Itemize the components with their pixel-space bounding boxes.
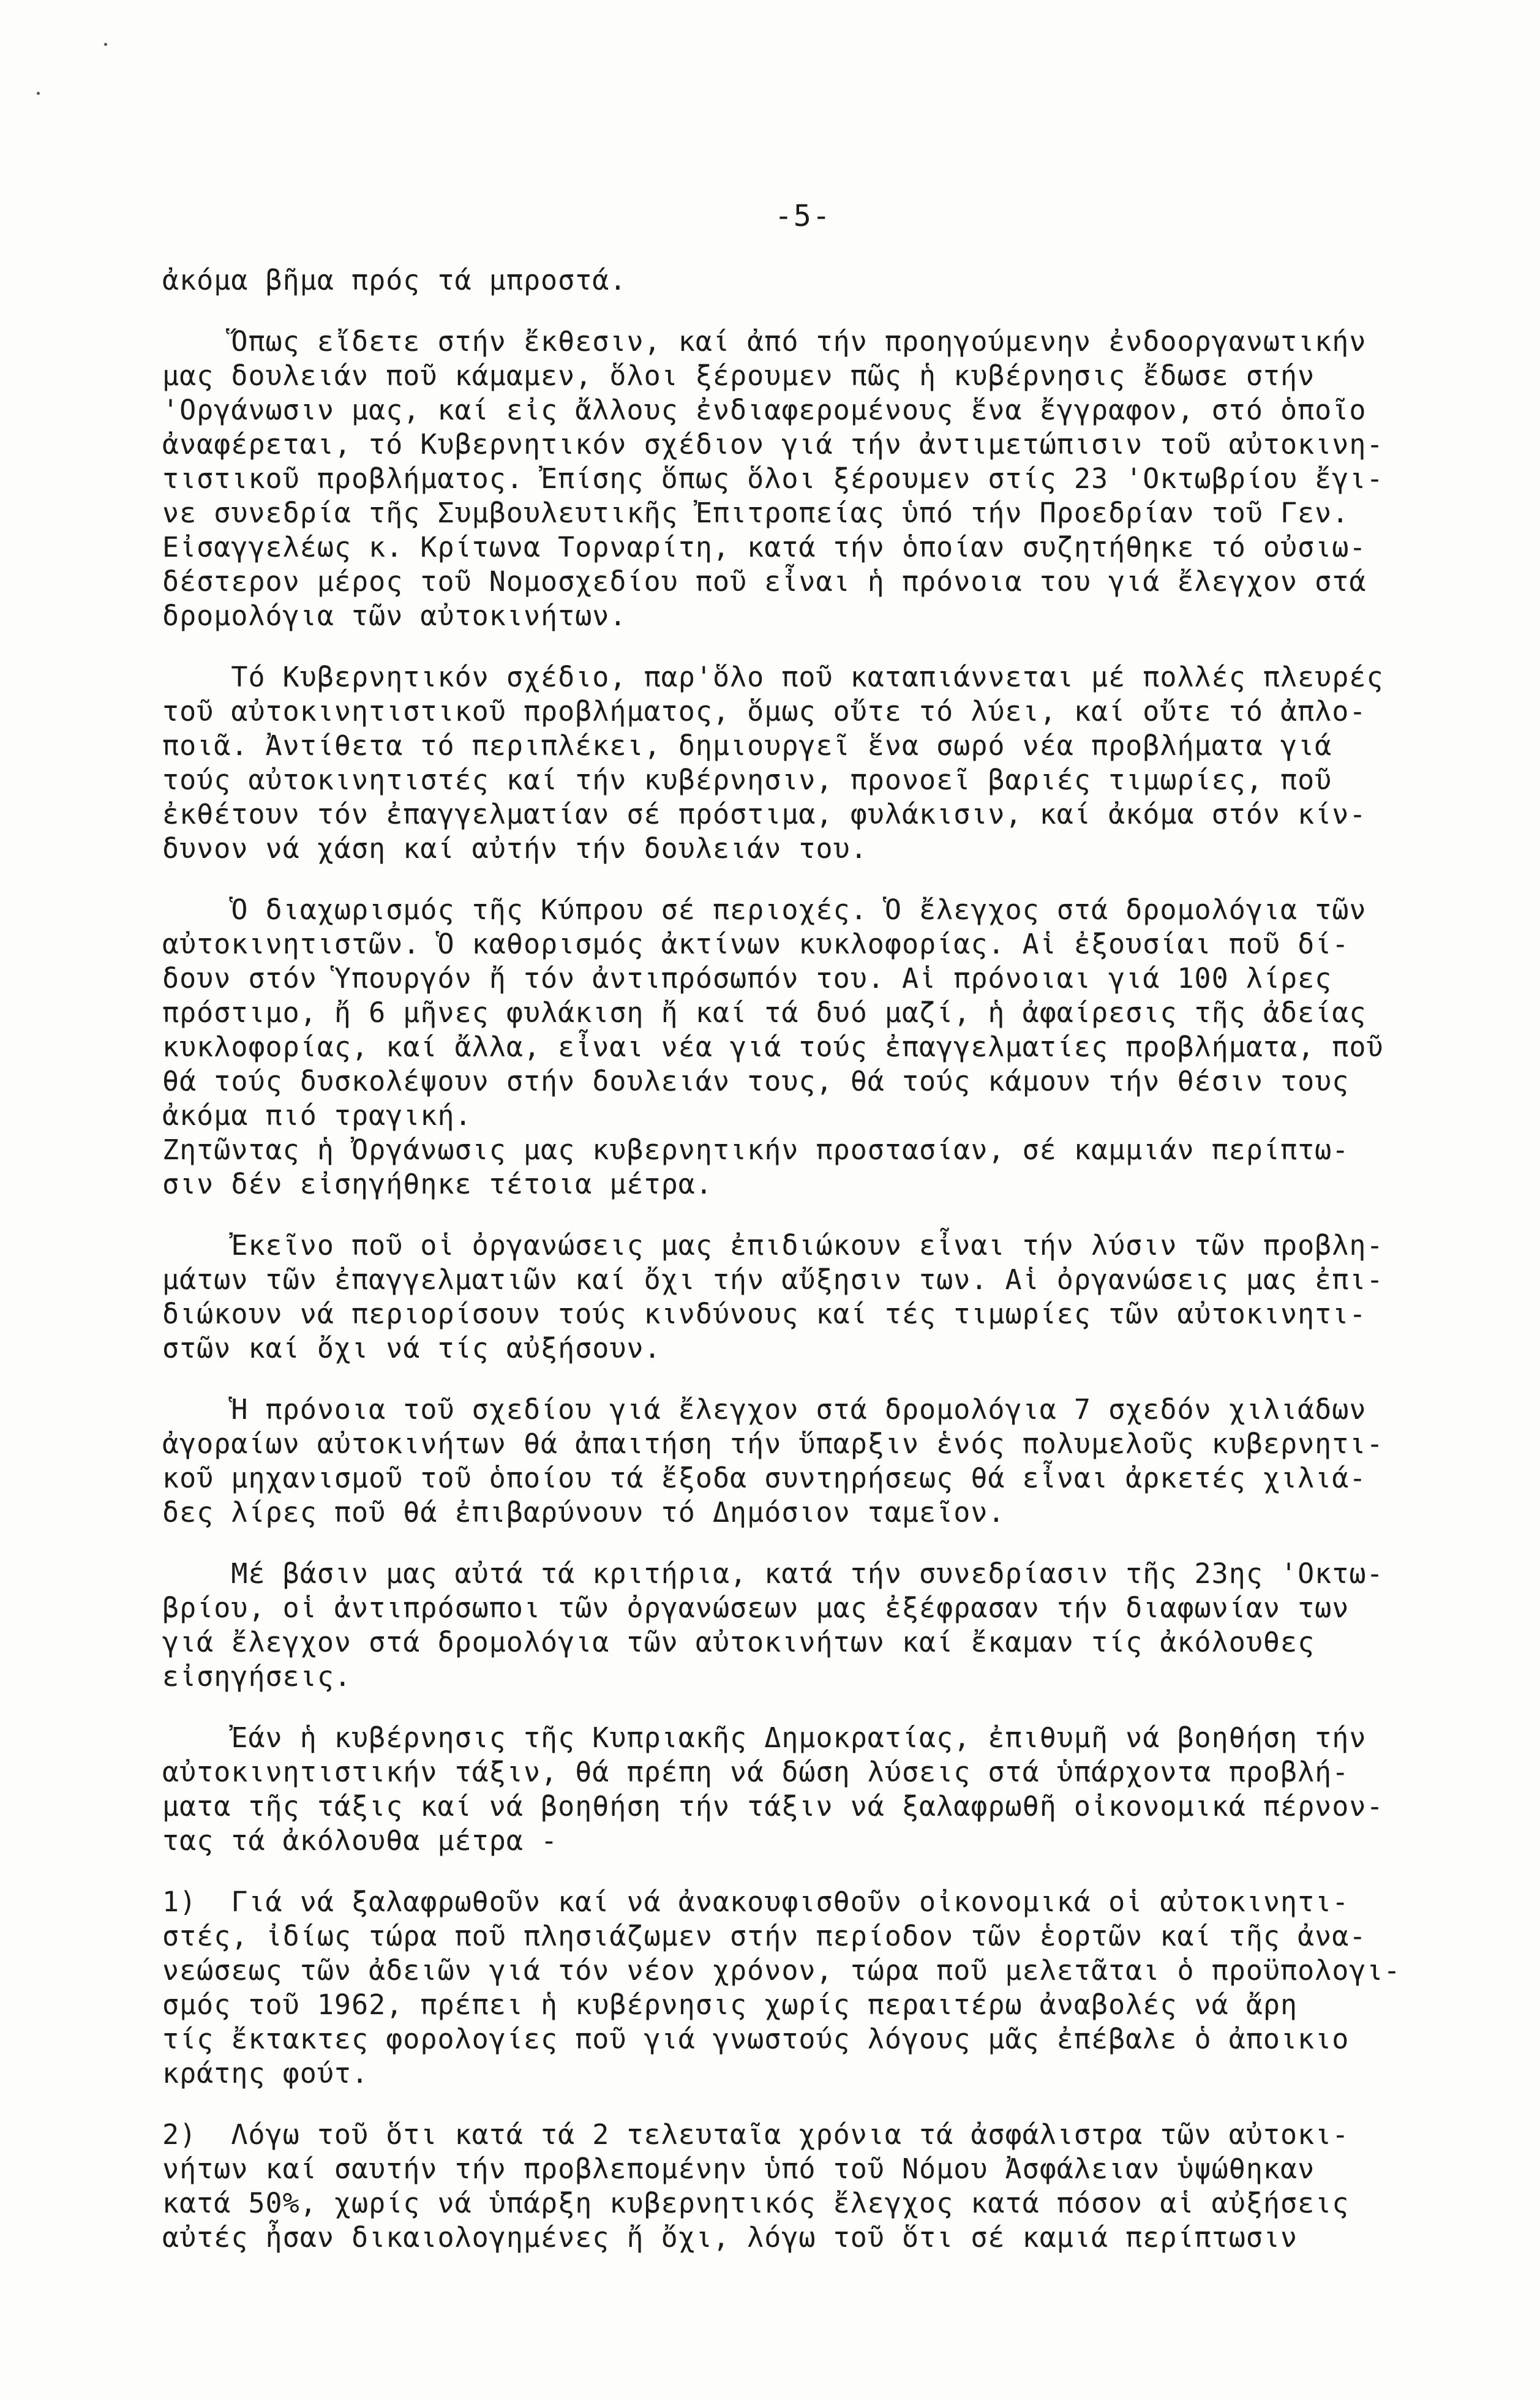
text-line: Ἡ πρόνοια τοῦ σχεδίου γιά ἔλεγχον στά δρομολόγια 7 σχεδόν χιλιάδων (162, 1393, 1367, 1426)
text-line: Ἐάν ἡ κυβέρνησις τῆς Κυπριακῆς Δημοκρατίας, ἐπιθυμῆ νά βοηθήση τήν (162, 1721, 1367, 1754)
text-line: 1) Γιά νά ξαλαφρωθοῦν καί νά ἀνακουφισθοῦν οἰκονομικά οἱ αὐτοκινητι- (162, 1886, 1350, 1918)
text-line: Ἐκεῖνο ποῦ οἱ ὀργανώσεις μας ἐπιδιώκουν εἶναι τήν λύσιν τῶν προβλη- (162, 1229, 1384, 1262)
text-line: σμός τοῦ 1962, πρέπει ἡ κυβέρνησις χωρίς περαιτέρω ἀναβολές νά ἄρη (162, 1988, 1298, 2021)
text-line: αὐτοκινητιστῶν. Ὁ καθορισμός ἀκτίνων κυκλοφορίας. Αἱ ἐξουσίαι ποῦ δί- (162, 928, 1350, 960)
text-line: Ὁ διαχωρισμός τῆς Κύπρου σέ περιοχές. Ὁ ἔλεγχος στά δρομολόγια τῶν (162, 893, 1367, 926)
paragraph (162, 660, 1491, 866)
text-line: ἀγοραίων αὐτοκινήτων θά ἀπαιτήση τήν ὕπαρξιν ἑνός πολυμελοῦς κυβερνητι- (162, 1428, 1384, 1460)
text-line: στές, ἰδίως τώρα ποῦ πλησιάζωμεν στήν περίοδον τῶν ἑορτῶν καί τῆς ἀνα- (162, 1920, 1367, 1952)
text-line: αὐτοκινητιστικήν τάξιν, θά πρέπη νά δώση λύσεις στά ὑπάρχοντα προβλή- (162, 1756, 1350, 1788)
text-line: δέστερον μέρος τοῦ Νομοσχεδίου ποῦ εἶναι ἡ πρόνοια του γιά ἔλεγχον στά (162, 565, 1367, 598)
text-line: βρίου, οἱ ἀντιπρόσωποι τῶν ὀργανώσεων μας ἐξέφρασαν τήν διαφωνίαν των (162, 1592, 1350, 1624)
text-line: νήτων καί σαυτήν τήν προβλεπομένην ὑπό τοῦ Νόμου Ἀσφάλειαν ὑψώθηκαν (162, 2153, 1315, 2185)
text-line: Τό Κυβερνητικόν σχέδιο, παρ'ὅλο ποῦ καταπιάννεται μέ πολλές πλευρές (162, 661, 1384, 693)
paragraph (162, 893, 1491, 1202)
text-line: νεώσεως τῶν ἀδειῶν γιά τόν νέον χρόνον, τώρα ποῦ μελετᾶται ὁ προϋπολογι- (162, 1954, 1401, 1987)
paragraph-gap (162, 633, 1491, 660)
text-line: ἀναφέρεται, τό Κυβερνητικόν σχέδιον γιά τήν ἀντιμετώπισιν τοῦ αὐτοκινη- (162, 428, 1384, 461)
text-line: τας τά ἀκόλουθα μέτρα - (162, 1824, 558, 1857)
text-line: Μέ βάσιν μας αὐτά τά κριτήρια, κατά τήν συνεδρίασιν τῆς 23ης 'Οκτω- (162, 1557, 1384, 1590)
paragraph (162, 1557, 1491, 1694)
paragraph (162, 1228, 1491, 1366)
paragraph (162, 2118, 1491, 2255)
paragraph-gap (162, 866, 1491, 893)
text-line: τιστικοῦ προβλήματος. Ἐπίσης ὅπως ὅλοι ξέρουμεν στίς 23 'Οκτωβρίου ἔγι- (162, 462, 1384, 495)
text-line: διώκουν νά περιορίσουν τούς κινδύνους καί τές τιμωρίες τῶν αὐτοκινητι- (162, 1298, 1367, 1330)
text-line: πρόστιμο, ἤ 6 μῆνες φυλάκιση ἤ καί τά δυό μαζί, ἡ ἀφαίρεσις τῆς ἀδείας (162, 996, 1367, 1029)
paragraph-gap (162, 298, 1491, 325)
text-line: κοῦ μηχανισμοῦ τοῦ ὁποίου τά ἔξοδα συντηρήσεως θά εἶναι ἀρκετές χιλιά- (162, 1462, 1367, 1494)
text-line: εἰσηγήσεις. (162, 1660, 352, 1693)
text-line: στῶν καί ὄχι νά τίς αὐξήσουν. (162, 1332, 661, 1364)
text-line: 2) Λόγω τοῦ ὅτι κατά τά 2 τελευταῖα χρόνια τά ἀσφάλιστρα τῶν αὐτοκι- (162, 2118, 1350, 2151)
text-line: ἐκθέτουν τόν ἐπαγγελματίαν σέ πρόστιμα, φυλάκισιν, καί ἀκόμα στόν κίν- (162, 798, 1367, 830)
text-line: ἀκόμα πιό τραγική. (162, 1099, 472, 1132)
scan-speck (37, 92, 40, 95)
text-line: Εἰσαγγελέως κ. Κρίτωνα Τορναρίτη, κατά τήν ὁποίαν συζητήθηκε τό οὐσιω- (162, 531, 1367, 563)
paragraph-gap (162, 1530, 1491, 1557)
paragraph (162, 263, 1491, 298)
text-line: γιά ἔλεγχον στά δρομολόγια τῶν αὐτοκινήτων καί ἔκαμαν τίς ἀκόλουθες (162, 1626, 1315, 1658)
text-line: ματα τῆς τάξις καί νά βοηθήση τήν τάξιν νά ξαλαφρωθῆ οἰκονομικά πέρνον- (162, 1790, 1384, 1823)
page-number: -5- (775, 199, 832, 233)
text-line: δες λίρες ποῦ θά ἐπιβαρύνουν τό Δημόσιον ταμεῖον. (162, 1496, 1005, 1529)
scan-speck (104, 43, 107, 46)
text-line: δουν στόν Ὑπουργόν ἤ τόν ἀντιπρόσωπόν του. Αἱ πρόνοιαι γιά 100 λίρες (162, 962, 1332, 995)
text-line: δρομολόγια τῶν αὐτοκινήτων. (162, 600, 627, 632)
paragraph-gap (162, 1202, 1491, 1228)
text-line: ποιᾶ. Ἀντίθετα τό περιπλέκει, δημιουργεῖ ἕνα σωρό νέα προβλήματα γιά (162, 729, 1332, 762)
text-line: νε συνεδρία τῆς Συμβουλευτικῆς Ἐπιτροπείας ὑπό τήν Προεδρίαν τοῦ Γεν. (162, 497, 1350, 529)
text-line: κράτης φούτ. (162, 2057, 369, 2090)
text-line: δυνον νά χάση καί αὐτήν τήν δουλειάν του. (162, 832, 868, 865)
paragraph-gap (162, 1858, 1491, 1885)
paragraph (162, 1885, 1491, 2091)
text-line: Ὅπως εἴδετε στήν ἔκθεσιν, καί ἀπό τήν προηγούμενην ἐνδοοργανωτικήν (162, 325, 1367, 358)
paragraph (162, 1721, 1491, 1858)
paragraph (162, 325, 1491, 633)
text-line: 'Οργάνωσιν μας, καί εἰς ἄλλους ἐνδιαφερομένους ἕνα ἔγγραφον, στό ὁποῖο (162, 394, 1367, 426)
text-line: θά τούς δυσκολέψουν στήν δουλειάν τους, θά τούς κάμουν τήν θέσιν τους (162, 1065, 1350, 1097)
paragraph-gap (162, 2091, 1491, 2118)
text-line: σιν δέν εἰσηγήθηκε τέτοια μέτρα. (162, 1168, 713, 1200)
text-line: κατά 50%, χωρίς νά ὑπάρξη κυβερνητικός ἔλεγχος κατά πόσον αἱ αὐξήσεις (162, 2187, 1350, 2219)
paragraph (162, 1393, 1491, 1530)
text-line: κυκλοφορίας, καί ἄλλα, εἶναι νέα γιά τούς ἐπαγγελματίες προβλήματα, ποῦ (162, 1031, 1384, 1063)
text-line: τούς αὐτοκινητιστές καί τήν κυβέρνησιν, προνοεῖ βαριές τιμωρίες, ποῦ (162, 764, 1332, 796)
text-line: μάτων τῶν ἐπαγγελματιῶν καί ὄχι τήν αὔξησιν των. Αἱ ὀργανώσεις μας ἐπι- (162, 1263, 1384, 1296)
paragraph-gap (162, 1366, 1491, 1393)
text-line: ἀκόμα βῆμα πρός τά μπροστά. (162, 264, 627, 296)
text-line: τίς ἔκτακτες φορολογίες ποῦ γιά γνωστούς λόγους μᾶς ἐπέβαλε ὁ ἀποικιο (162, 2023, 1350, 2055)
text-line: Ζητῶντας ἡ Ὀργάνωσις μας κυβερνητικήν προστασίαν, σέ καμμιάν περίπτω- (162, 1134, 1350, 1166)
text-line: μας δουλειάν ποῦ κάμαμεν, ὅλοι ξέρουμεν πῶς ἡ κυβέρνησις ἔδωσε στήν (162, 359, 1315, 392)
text-line: τοῦ αὐτοκινητιστικοῦ προβλήματος, ὅμως οὔτε τό λύει, καί οὔτε τό ἀπλο- (162, 695, 1367, 728)
text-line: αὐτές ἦσαν δικαιολογημένες ἤ ὄχι, λόγω τοῦ ὅτι σέ καμιά περίπτωσιν (162, 2221, 1298, 2254)
document-body (162, 263, 1491, 2255)
paragraph-gap (162, 1694, 1491, 1721)
